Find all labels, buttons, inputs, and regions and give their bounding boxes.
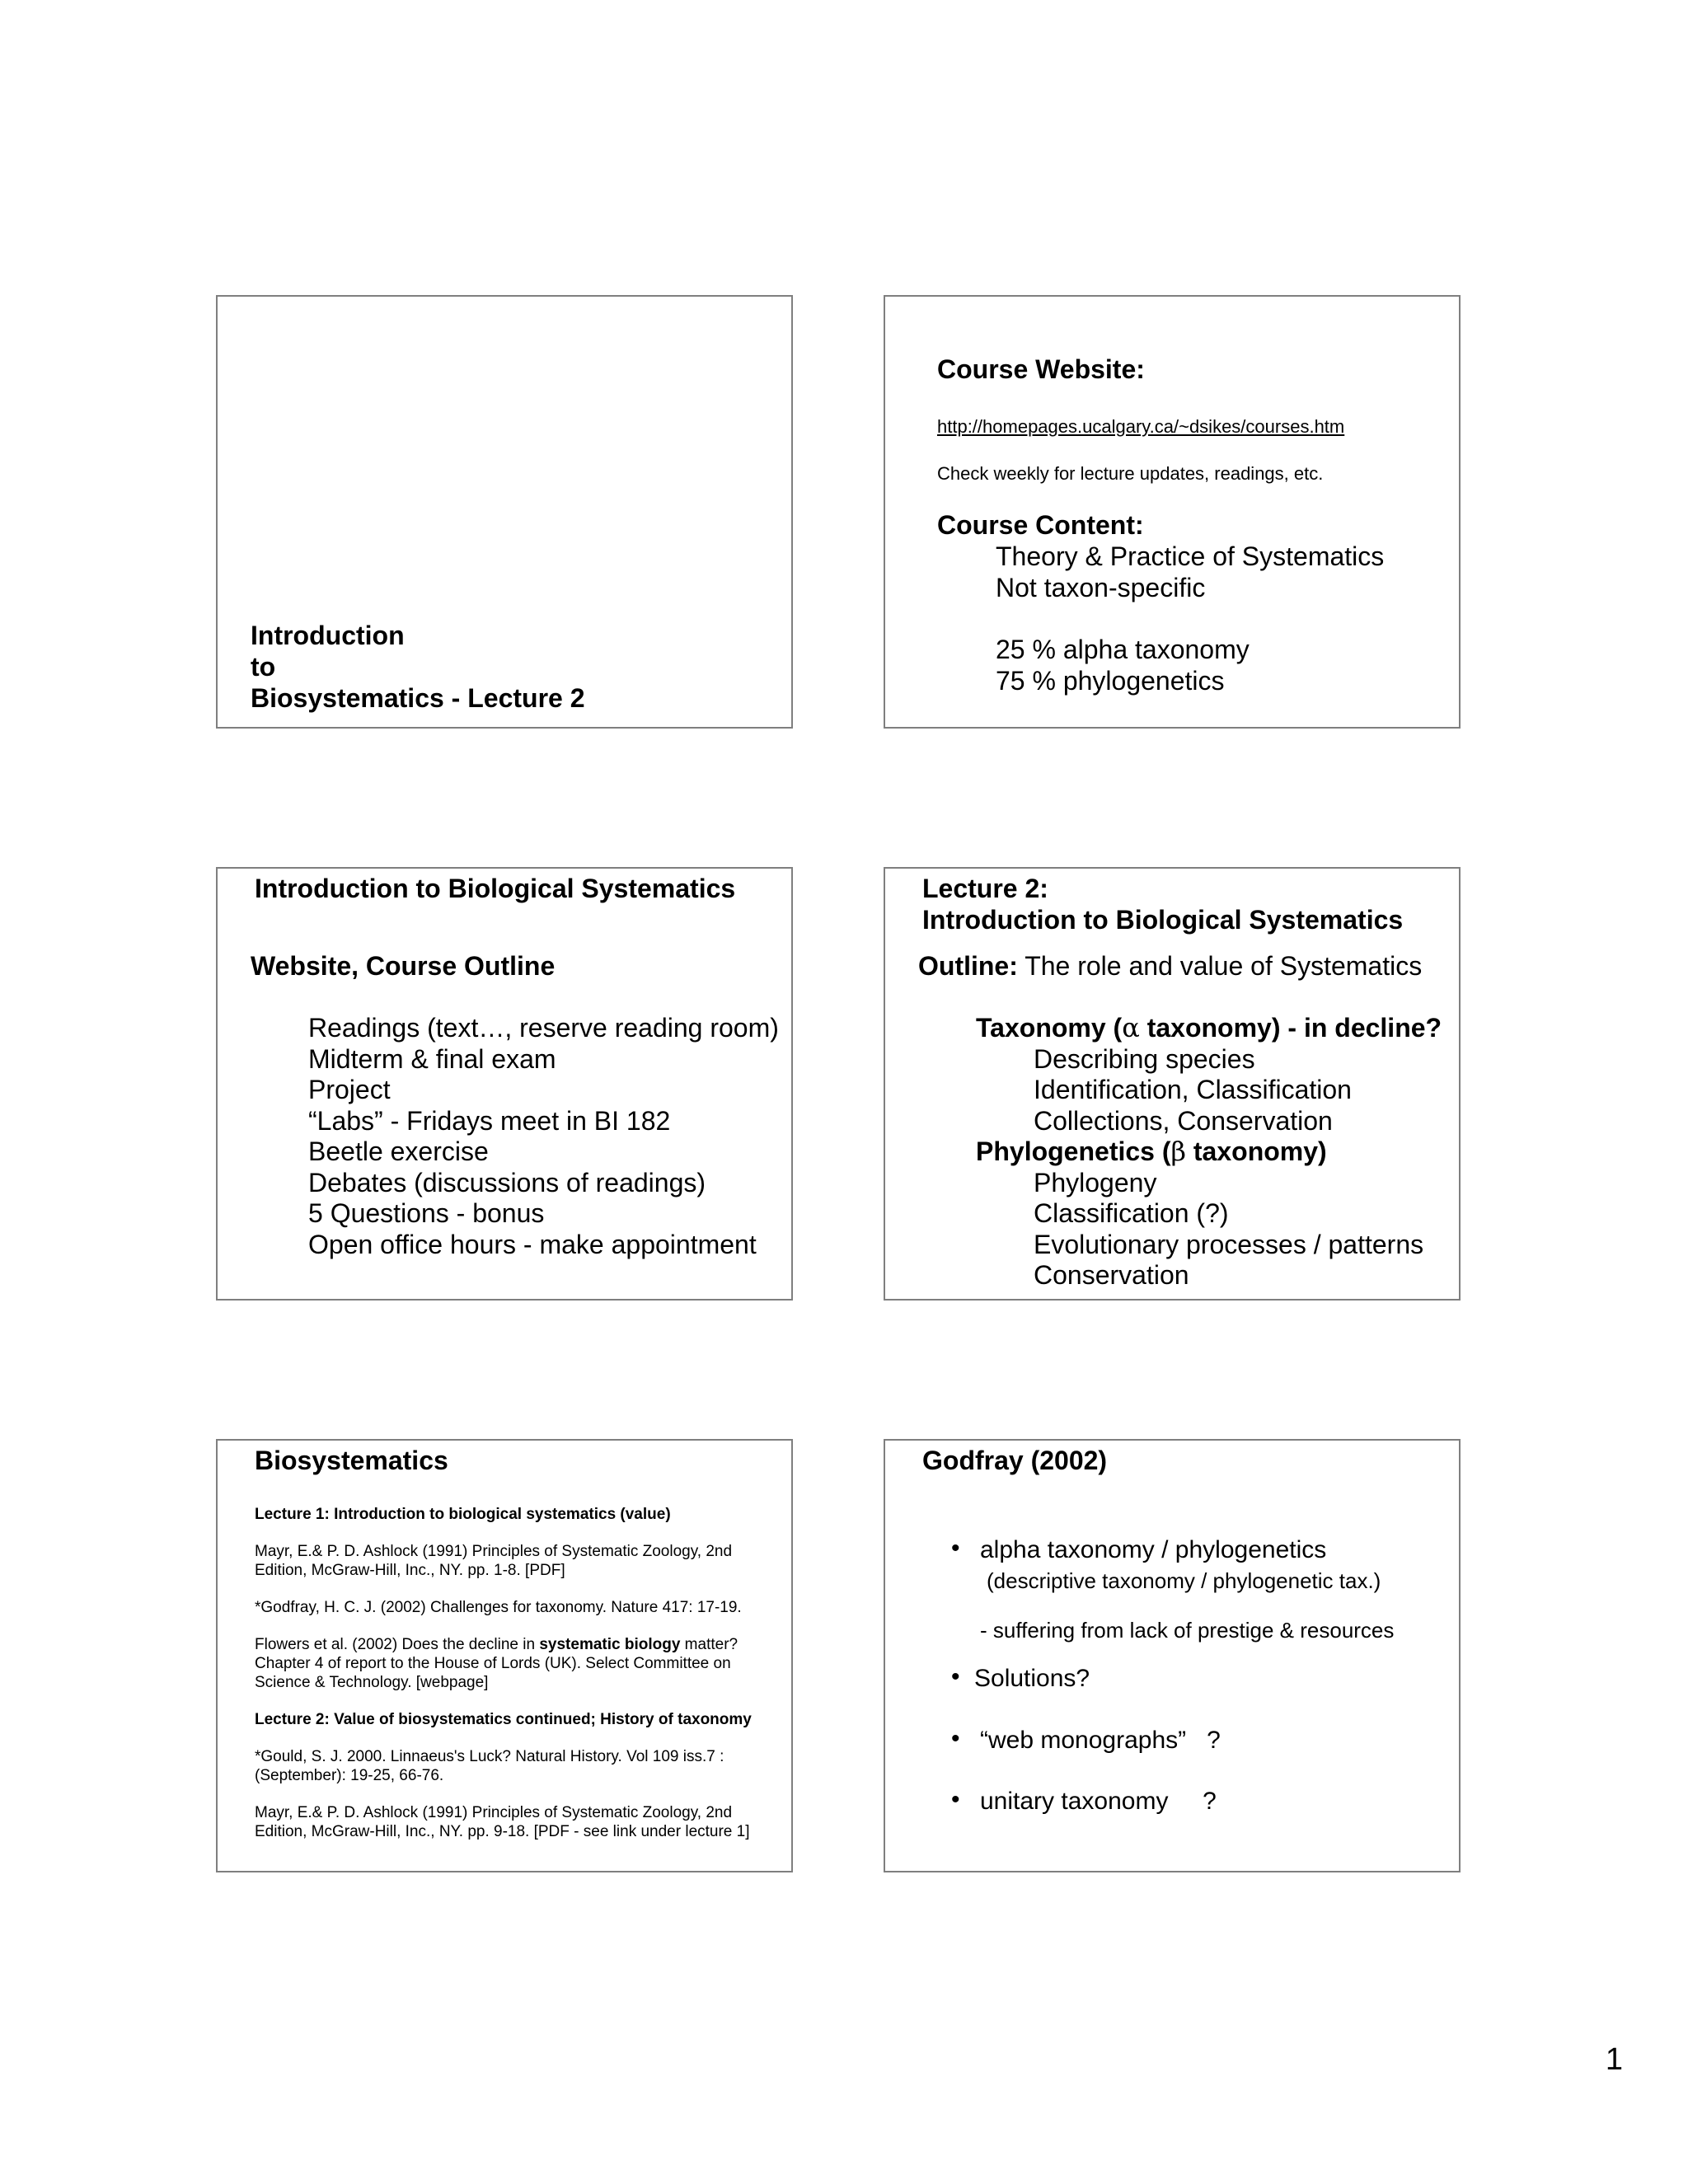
phylogenetics-item: Conservation <box>1034 1260 1189 1290</box>
taxonomy-heading <box>976 1012 1442 1043</box>
bullet-icon: • <box>951 1663 960 1690</box>
slide-3 <box>216 867 793 1301</box>
bullet-icon: • <box>951 1725 960 1752</box>
bullet-text: “web monographs” ? <box>980 1727 1221 1754</box>
reference: Mayr, E.& P. D. Ashlock (1991) Principles of Systematic Zoology, 2nd Edition, McGraw-Hill, Inc., NY. pp. 9-18. [PDF - see link under lecture 1] <box>255 1804 750 1840</box>
bullet-icon: • <box>951 1535 960 1562</box>
outline-item: 5 Questions - bonus <box>308 1198 545 1228</box>
bullet-text: unitary taxonomy ? <box>980 1788 1217 1815</box>
outline-item: Open office hours - make appointment <box>308 1230 757 1259</box>
slide-6 <box>884 1439 1461 1872</box>
outline-item: Midterm & final exam <box>308 1044 556 1074</box>
course-content-heading: Course Content: <box>937 510 1144 540</box>
phylogenetics-heading-text: taxonomy) <box>1186 1137 1327 1166</box>
taxonomy-item: Identification, Classification <box>1034 1075 1352 1104</box>
reference-text: Flowers et al. (2002) Does the decline in <box>255 1636 540 1653</box>
slide-5-title: Biosystematics <box>255 1446 448 1475</box>
slide-4 <box>884 867 1461 1301</box>
outline-item: Debates (discussions of readings) <box>308 1168 706 1197</box>
outline-item: Readings (text…, reserve reading room) <box>308 1013 779 1043</box>
slide-1-title-line-3: Biosystematics - Lecture 2 <box>251 683 585 713</box>
phylogenetics-item: Phylogeny <box>1034 1168 1157 1197</box>
phylogenetics-item: Classification (?) <box>1034 1198 1229 1228</box>
course-website-note: Check weekly for lecture updates, readings, etc. <box>937 463 1324 484</box>
bullet-icon: • <box>951 1786 960 1813</box>
slide-4-title-line-1: Lecture 2: <box>922 874 1048 903</box>
slide-3-title: Introduction to Biological Systematics <box>255 874 736 903</box>
outline-item: “Labs” - Fridays meet in BI 182 <box>308 1106 671 1136</box>
bullet-subtext: (descriptive taxonomy / phylogenetic tax.) <box>987 1568 1381 1593</box>
slide-4-title-line-2: Introduction to Biological Systematics <box>922 905 1404 935</box>
course-content-line: 75 % phylogenetics <box>996 666 1225 696</box>
slide-6-title: Godfray (2002) <box>922 1446 1108 1475</box>
reference <box>255 1635 774 1692</box>
taxonomy-item: Collections, Conservation <box>1034 1106 1333 1136</box>
course-website-heading: Course Website: <box>937 354 1145 384</box>
phylogenetics-heading-text: Phylogenetics ( <box>976 1137 1171 1166</box>
taxonomy-heading-text: taxonomy) - in decline? <box>1139 1013 1442 1043</box>
bullet-text: alpha taxonomy / phylogenetics <box>980 1536 1327 1563</box>
outline-item: Beetle exercise <box>308 1137 489 1166</box>
lecture-1-heading: Lecture 1: Introduction to biological systematics (value) <box>255 1506 671 1523</box>
slide-5 <box>216 1439 793 1872</box>
reference: Mayr, E.& P. D. Ashlock (1991) Principles of Systematic Zoology, 2nd Edition, McGraw-Hill, Inc., NY. pp. 1-8. [PDF] <box>255 1543 733 1579</box>
page-number: 1 <box>1605 2042 1623 2077</box>
course-content-line: Theory & Practice of Systematics <box>996 541 1385 571</box>
slide-1-title-line-1: Introduction <box>251 621 405 650</box>
slide-3-subheading: Website, Course Outline <box>251 951 556 981</box>
slide-2 <box>884 295 1461 729</box>
reference: *Godfray, H. C. J. (2002) Challenges for taxonomy. Nature 417: 17-19. <box>255 1599 742 1616</box>
outline-label: Outline: <box>918 951 1018 981</box>
bullet-text: Solutions? <box>974 1665 1090 1692</box>
outline-text: The role and value of Systematics <box>1017 951 1423 981</box>
taxonomy-heading-text: Taxonomy ( <box>976 1013 1123 1043</box>
reference-emphasis: systematic biology <box>539 1636 681 1653</box>
phylogenetics-item: Evolutionary processes / patterns <box>1034 1230 1424 1259</box>
bullet-note: - suffering from lack of prestige & resources <box>980 1618 1395 1643</box>
outline-item: Project <box>308 1075 391 1104</box>
alpha-symbol: α <box>1122 1012 1140 1043</box>
slide-1-title-line-2: to <box>251 652 276 682</box>
slide-4-outline <box>918 950 1422 982</box>
beta-symbol: β <box>1170 1136 1186 1167</box>
course-content-line: Not taxon-specific <box>996 573 1206 602</box>
course-website-link[interactable]: http://homepages.ucalgary.ca/~dsikes/courses.htm <box>937 416 1345 437</box>
course-content-line: 25 % alpha taxonomy <box>996 635 1250 664</box>
phylogenetics-heading <box>976 1136 1327 1167</box>
reference-text: matter? Chapter 4 of report to the House of Lords (UK). Select Committee on Science & Technology. [webpage] <box>255 1636 738 1691</box>
slide-1 <box>216 295 793 729</box>
lecture-2-heading: Lecture 2: Value of biosystematics continued; History of taxonomy <box>255 1711 752 1728</box>
reference: *Gould, S. J. 2000. Linnaeus's Luck? Natural History. Vol 109 iss.7 : (September): 19-25, 66-76. <box>255 1748 724 1784</box>
reading-list <box>255 1505 774 1859</box>
taxonomy-item: Describing species <box>1034 1044 1255 1074</box>
